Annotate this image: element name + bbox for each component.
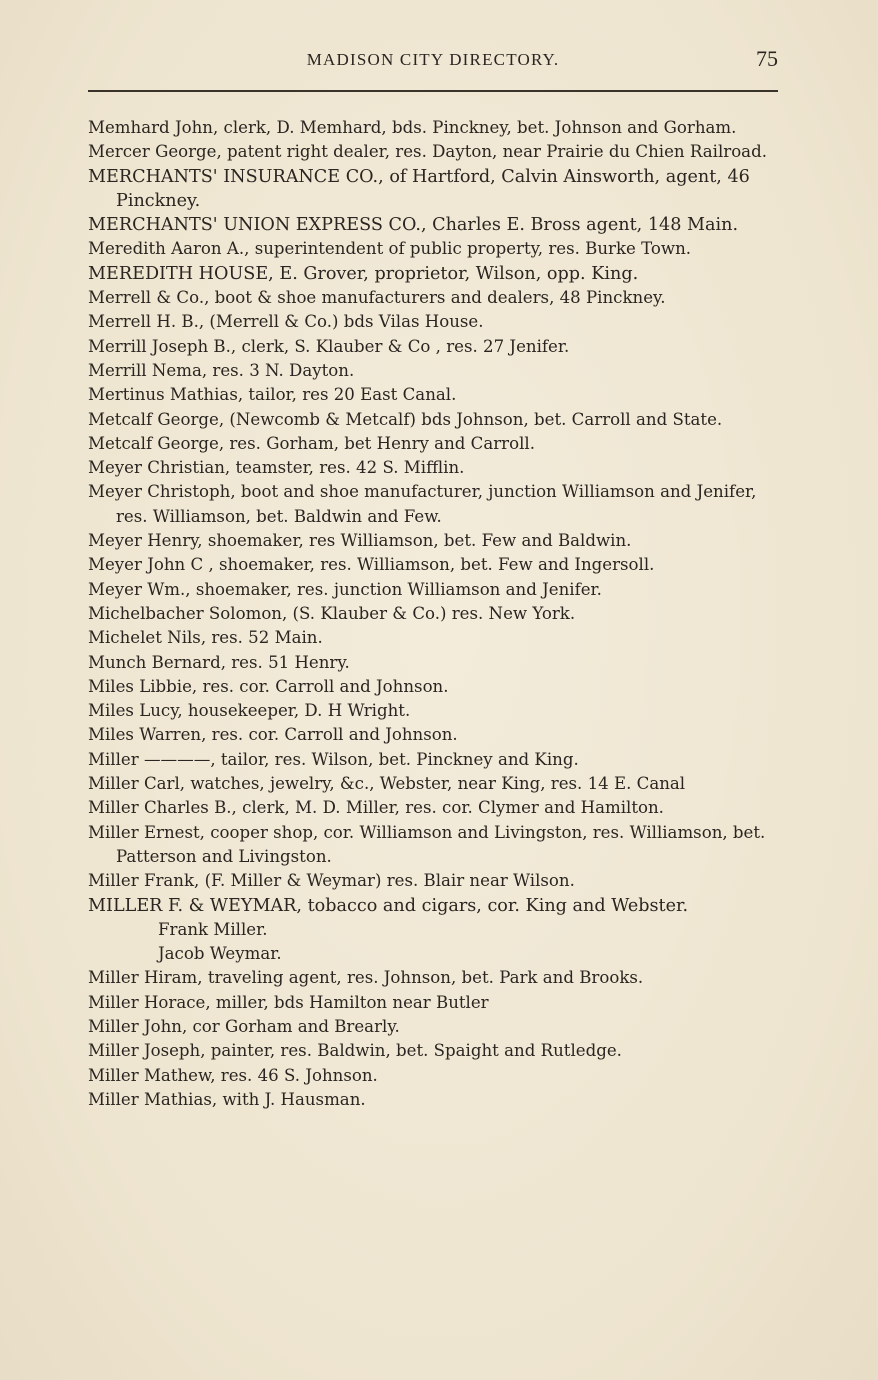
- directory-entry: Meyer Wm., shoemaker, res. junction Williamson and Jenifer.: [88, 579, 602, 599]
- directory-entry: Miller Charles B., clerk, M. D. Miller, res. cor. Clymer and Hamilton.: [88, 798, 664, 818]
- directory-entry: Meyer Henry, shoemaker, res Williamson, bet. Few and Baldwin.: [88, 531, 632, 551]
- directory-entry: Merrell H. B., (Merrell & Co.) bds Vilas House.: [88, 312, 484, 332]
- directory-entry: Miller Carl, watches, jewelry, &c., Webster, near King, res. 14 E. Canal: [88, 774, 686, 794]
- directory-entry: Meredith Aaron A., superintendent of public property, res. Burke Town.: [88, 239, 692, 259]
- directory-entry: Miles Warren, res. cor. Carroll and Johnson.: [88, 725, 458, 745]
- directory-entry: Miller Ernest, cooper shop, cor. Williamson and Livingston, res. Williamson, bet. Patterson and Livingston.: [88, 822, 766, 866]
- directory-entry: Merrill Nema, res. 3 N. Dayton.: [88, 360, 355, 380]
- directory-entry: Metcalf George, res. Gorham, bet Henry and Carroll.: [88, 433, 535, 453]
- directory-entry: Metcalf George, (Newcomb & Metcalf) bds Johnson, bet. Carroll and State.: [88, 409, 723, 429]
- directory-entry: Merrell & Co., boot & shoe manufacturers and dealers, 48 Pinckney.: [88, 288, 666, 308]
- partner-name: Jacob Weymar.: [158, 944, 282, 964]
- directory-entry: Miller Mathew, res. 46 S. Johnson.: [88, 1065, 378, 1085]
- directory-entry: Miller John, cor Gorham and Brearly.: [88, 1016, 400, 1036]
- directory-entry: Miller Joseph, painter, res. Baldwin, bet. Spaight and Rutledge.: [88, 1041, 622, 1061]
- running-head: MADISON CITY DIRECTORY.: [306, 50, 560, 69]
- directory-entry: Munch Bernard, res. 51 Henry.: [88, 652, 350, 672]
- directory-entry: Mertinus Mathias, tailor, res 20 East Canal.: [88, 385, 457, 405]
- directory-entry: MILLER F. & WEYMAR, tobacco and cigars, cor. King and Webster.: [88, 895, 689, 916]
- directory-entry: Miller Hiram, traveling agent, res. Johnson, bet. Park and Brooks.: [88, 968, 644, 988]
- directory-entry: Merrill Joseph B., clerk, S. Klauber & Co , res. 27 Jenifer.: [88, 336, 570, 356]
- directory-entry: Meyer Christoph, boot and shoe manufacturer, junction Williamson and Jenifer, res. Williamson, bet. Baldwin and Few.: [88, 482, 757, 526]
- directory-entry: Miller Mathias, with J. Hausman.: [88, 1089, 366, 1109]
- directory-entry: Michelet Nils, res. 52 Main.: [88, 628, 323, 648]
- directory-entry: Miller Frank, (F. Miller & Weymar) res. Blair near Wilson.: [88, 871, 575, 891]
- directory-entry: Miles Libbie, res. cor. Carroll and Johnson.: [88, 676, 449, 696]
- directory-entry: Miller Horace, miller, bds Hamilton near Butler: [88, 992, 489, 1012]
- directory-entry: MERCHANTS' INSURANCE CO., of Hartford, Calvin Ainsworth, agent, 46 Pinckney.: [88, 166, 750, 211]
- page-number: 75: [756, 46, 778, 71]
- directory-entries: [88, 116, 782, 1112]
- directory-entry: MERCHANTS' UNION EXPRESS CO., Charles E. Bross agent, 148 Main.: [88, 215, 739, 236]
- directory-entry: Meyer Christian, teamster, res. 42 S. Mifflin.: [88, 458, 465, 478]
- page-header: [88, 46, 778, 76]
- directory-entry: Memhard John, clerk, D. Memhard, bds. Pinckney, bet. Johnson and Gorham.: [88, 118, 737, 137]
- directory-entry: Michelbacher Solomon, (S. Klauber & Co.) res. New York.: [88, 603, 576, 623]
- header-rule: [88, 90, 778, 92]
- directory-entry: Mercer George, patent right dealer, res. Dayton, near Prairie du Chien Railroad.: [88, 142, 767, 162]
- directory-entry: Miles Lucy, housekeeper, D. H Wright.: [88, 701, 411, 721]
- directory-entry: MEREDITH HOUSE, E. Grover, proprietor, Wilson, opp. King.: [88, 263, 639, 284]
- directory-entry: Miller ————, tailor, res. Wilson, bet. Pinckney and King.: [88, 749, 579, 769]
- directory-entry: Meyer John C , shoemaker, res. Williamson, bet. Few and Ingersoll.: [88, 555, 655, 575]
- partner-name: Frank Miller.: [158, 919, 268, 939]
